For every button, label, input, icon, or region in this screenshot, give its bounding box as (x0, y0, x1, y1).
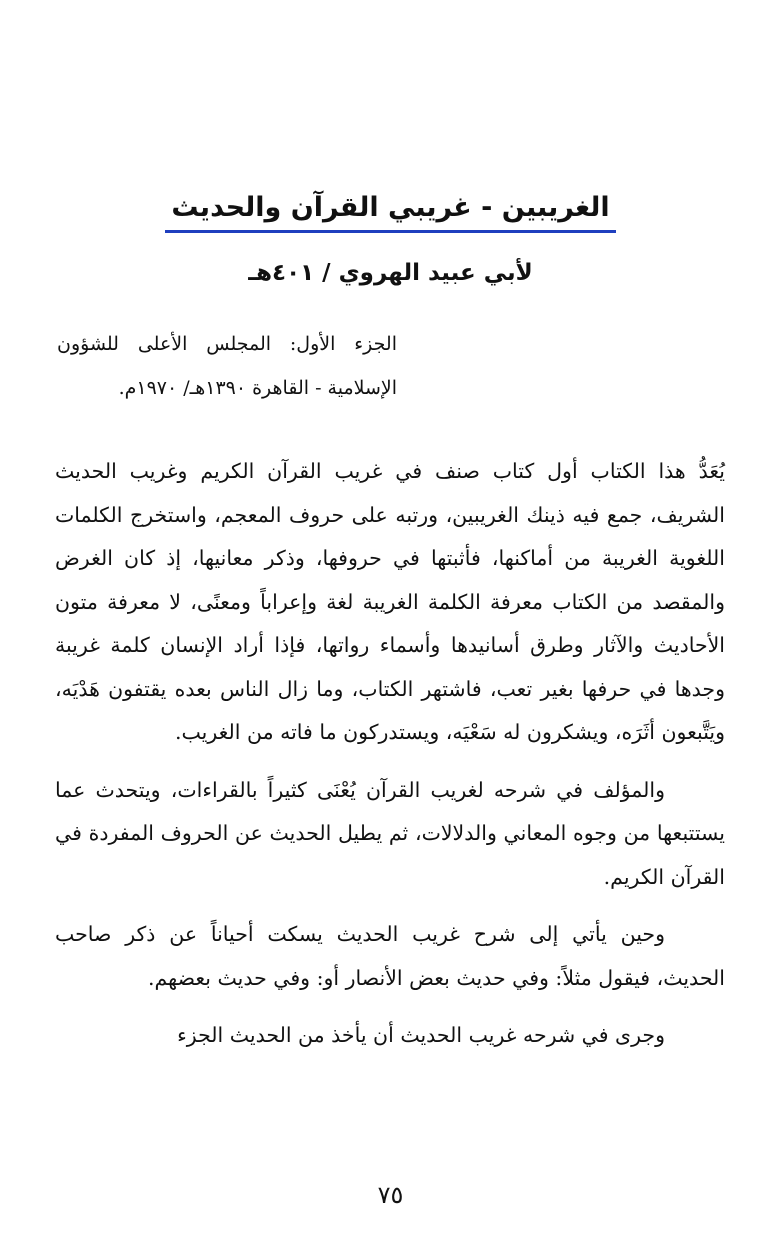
paragraph: والمؤلف في شرحه لغريب القرآن يُعْنَى كثيراً بالقراءات، ويتحدث عما يستتبعها من وجوه المعاني والدلالات، ثم يطيل الحديث عن الحروف المفردة في القرآن الكريم. (55, 777, 725, 889)
title-container (0, 188, 781, 233)
publication-info: الجزء الأول: المجلس الأعلى للشؤون الإسلامية - القاهرة ١٣٩٠هـ/ ١٩٧٠م. (57, 333, 397, 399)
page-number: ٧٥ (377, 1181, 404, 1209)
paragraph: وجرى في شرحه غريب الحديث أن يأخذ من الحديث الجزء (177, 1023, 665, 1047)
book-title: الغريبين - غريبي القرآن والحديث (165, 188, 615, 233)
body-text (55, 450, 725, 1072)
paragraph: يُعَدُّ هذا الكتاب أول كتاب صنف في غريب القرآن الكريم وغريب الحديث الشريف، جمع فيه ذينك الغريبين، ورتبه على حروف المعجم، واستخرج الكلمات اللغوية الغريبة من أماكنها، فأثبتها في حروفها، وذكر معانيها، إذ كان الغرض والمقصد من الكتاب معرفة الكلمة الغريبة لغة وإعراباً ومعنًى، لا معرفة متون الأحاديث والآثار وطرق أسانيدها وأسماء رواتها، فإذا أراد الإنسان كلمة غريبة وجدها في حرفها بغير تعب، فاشتهر الكتاب، وما زال الناس بعده يقتفون هَدْيَه، ويَتَّبعون أثَرَه، ويشكرون له سَعْيَه، ويستدركون ما فاته من الغريب. (55, 459, 725, 744)
paragraph: وحين يأتي إلى شرح غريب الحديث يسكت أحياناً عن ذكر صاحب الحديث، فيقول مثلاً: وفي حديث بعض الأنصار أو: وفي حديث بعضهم. (55, 922, 725, 990)
book-author: لأبي عبيد الهروي / ٤٠١هـ (248, 260, 533, 286)
